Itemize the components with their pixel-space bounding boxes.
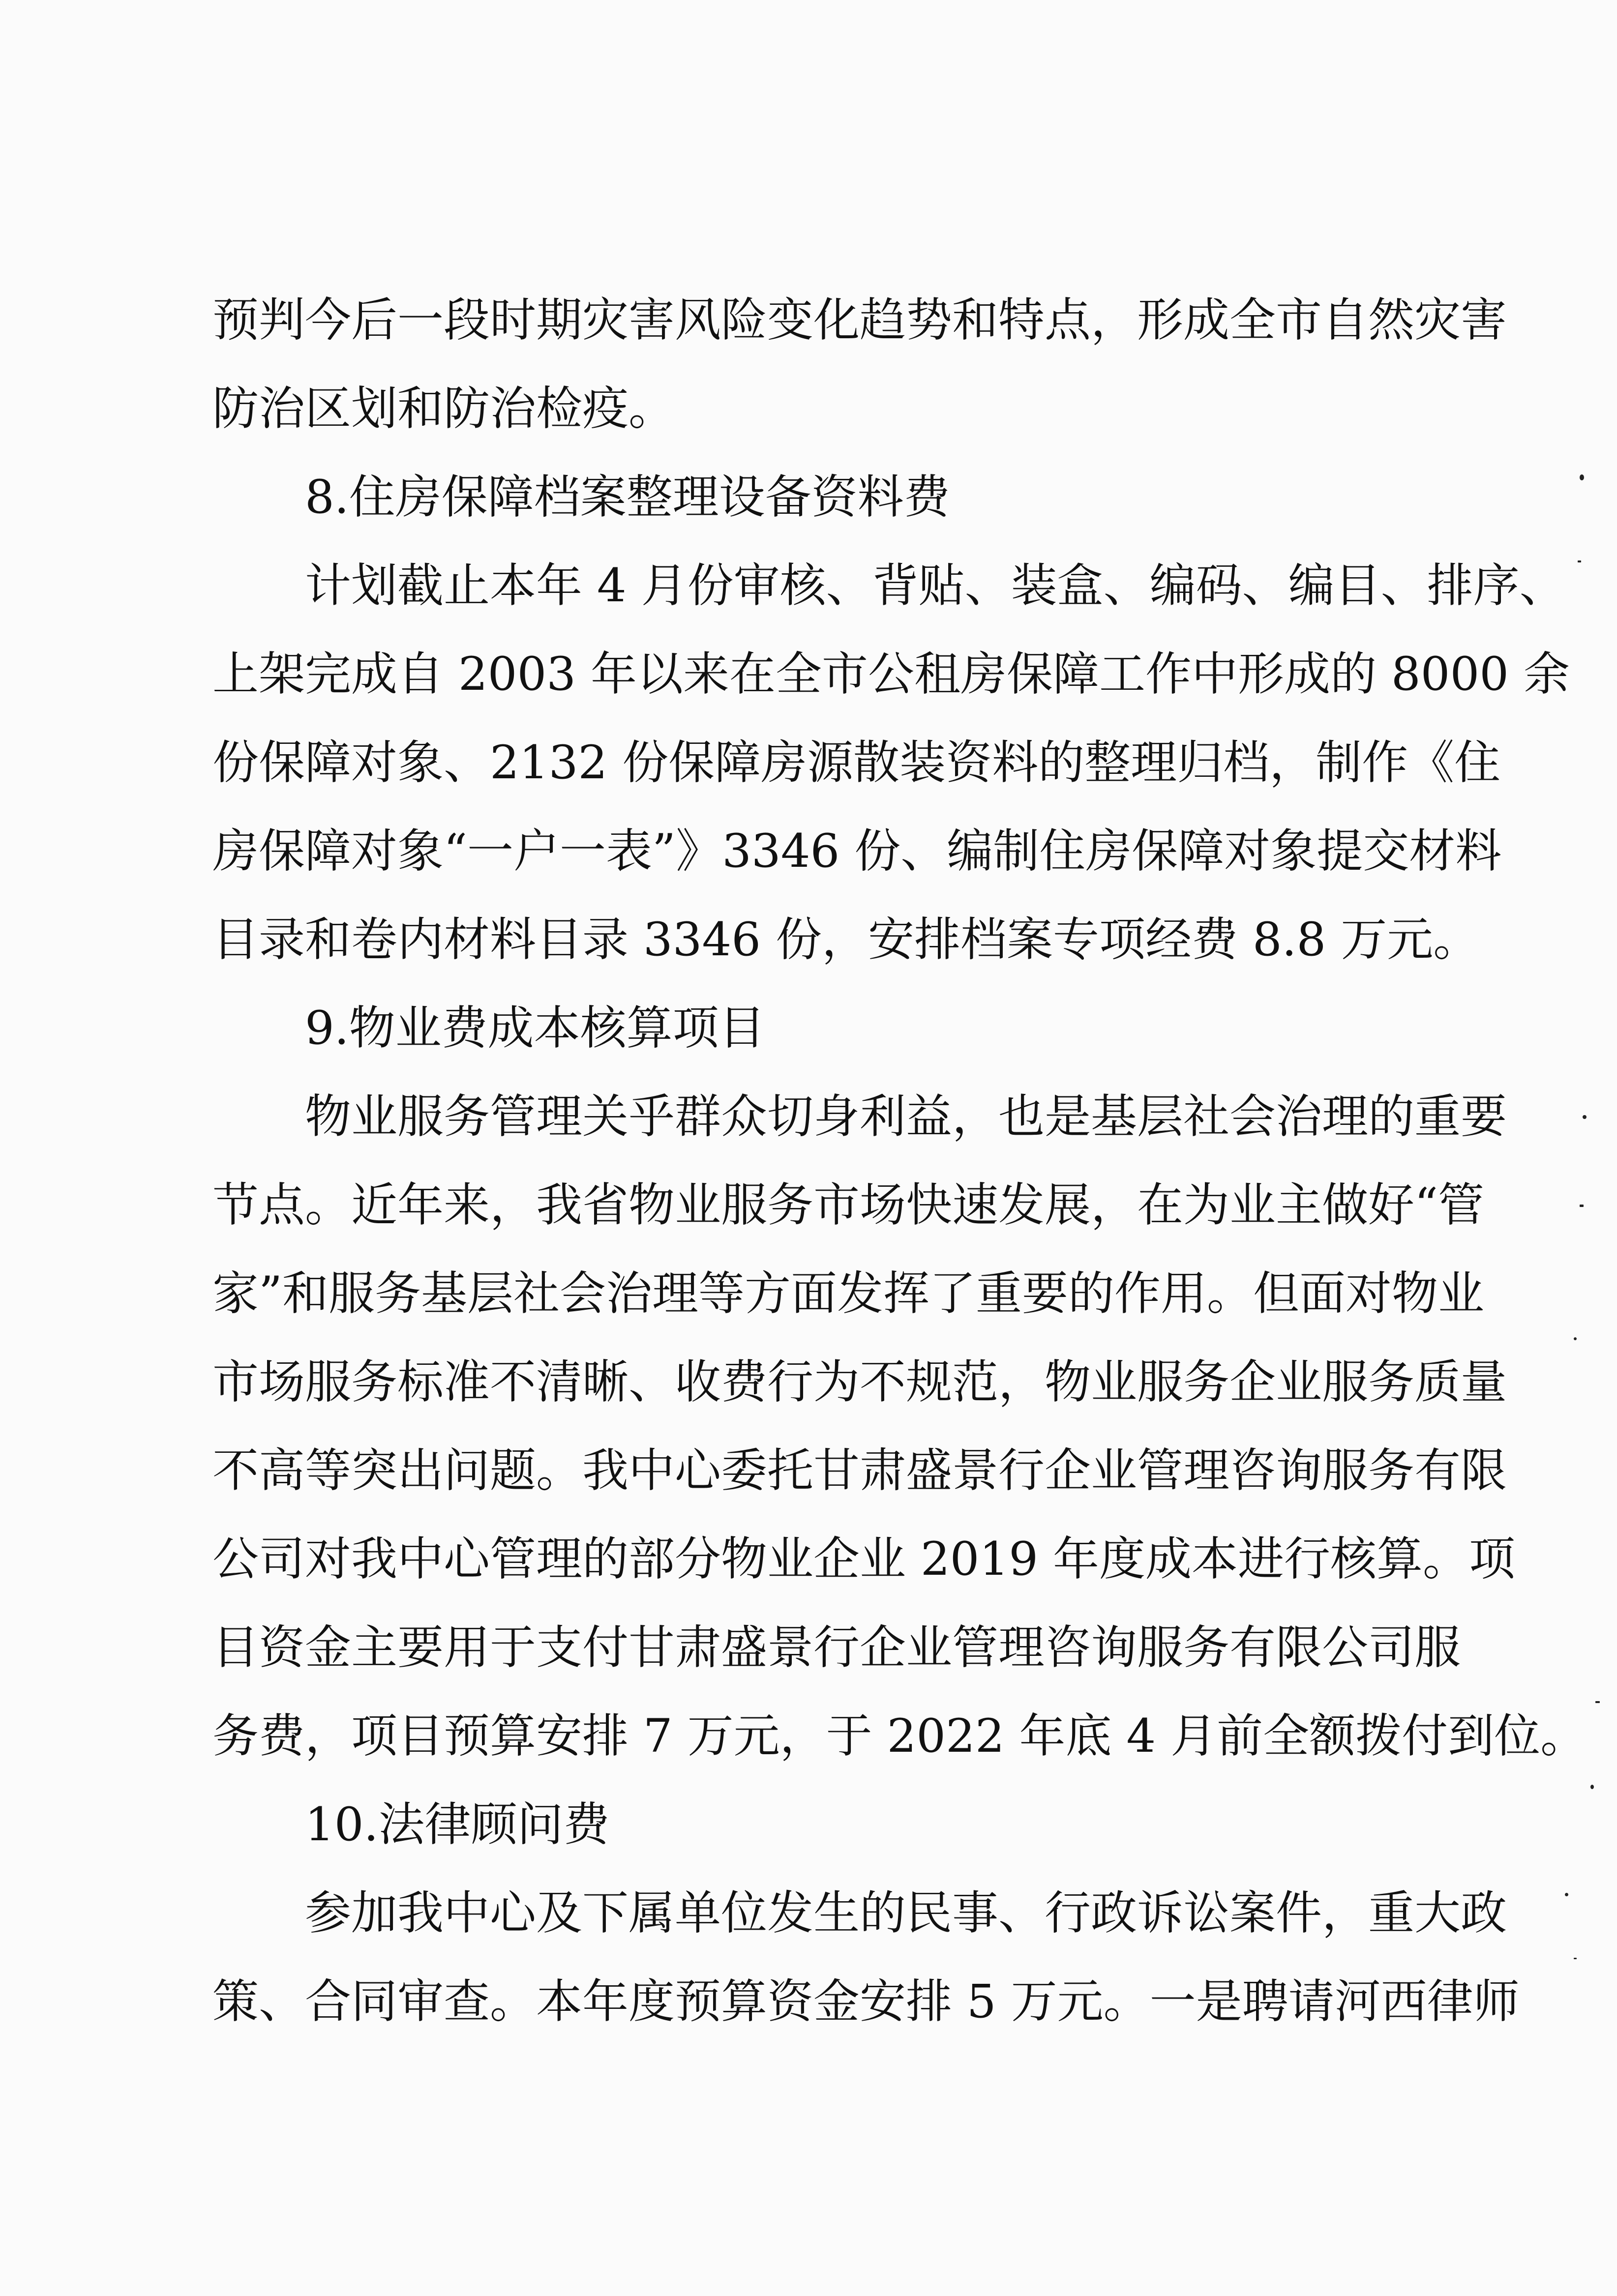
section-heading: 10.法律顾问费 [305,1798,610,1852]
scan-speck [1590,1785,1594,1789]
paragraph-line: 目资金主要用于支付甘肃盛景行企业管理咨询服务有限公司服 [212,1621,1461,1675]
scan-speck [1578,560,1581,562]
paragraph-line: 计划截止本年 4 月份审核、背贴、装盒、编码、编目、排序、 [305,559,1566,613]
paragraph-line: 份保障对象、2132 份保障房源散装资料的整理归档，制作《住 [212,736,1501,790]
paragraph-line: 物业服务管理关乎群众切身利益，也是基层社会治理的重要 [305,1090,1507,1144]
scan-speck [1580,474,1584,480]
paragraph-line: 节点。近年来，我省物业服务市场快速发展，在为业主做好“管 [212,1178,1485,1232]
paragraph-line: 策、合同审查。本年度预算资金安排 5 万元。一是聘请河西律师 [212,1975,1520,2029]
scan-speck [1565,1893,1568,1896]
scan-speck [1574,1958,1577,1959]
paragraph-line: 公司对我中心管理的部分物业企业 2019 年度成本进行核算。项 [212,1532,1515,1586]
paragraph-line: 家”和服务基层社会治理等方面发挥了重要的作用。但面对物业 [212,1267,1485,1321]
section-heading: 9.物业费成本核算项目 [305,1001,765,1055]
paragraph-line: 房保障对象“一户一表”》3346 份、编制住房保障对象提交材料 [212,824,1502,878]
section-heading: 8.住房保障档案整理设备资料费 [305,471,950,524]
paragraph-line: 参加我中心及下属单位发生的民事、行政诉讼案件，重大政 [305,1886,1507,1940]
scan-speck [1595,1701,1600,1703]
scan-speck [1574,1337,1577,1340]
paragraph-line: 防治区划和防治检疫。 [212,382,675,436]
paragraph-line: 务费，项目预算安排 7 万元，于 2022 年底 4 月前全额拨付到位。 [212,1709,1587,1763]
scan-speck [1580,1205,1584,1207]
paragraph-line: 目录和卷内材料目录 3346 份，安排档案专项经费 8.8 万元。 [212,913,1480,967]
paragraph-line: 上架完成自 2003 年以来在全市公租房保障工作中形成的 8000 余 [212,648,1570,701]
paragraph-line: 不高等突出问题。我中心委托甘肃盛景行企业管理咨询服务有限 [212,1444,1507,1498]
scan-speck [1583,1115,1587,1119]
paragraph-line: 市场服务标准不清晰、收费行为不规范，物业服务企业服务质量 [212,1355,1507,1409]
paragraph-line: 预判今后一段时期灾害风险变化趋势和特点，形成全市自然灾害 [212,294,1507,347]
